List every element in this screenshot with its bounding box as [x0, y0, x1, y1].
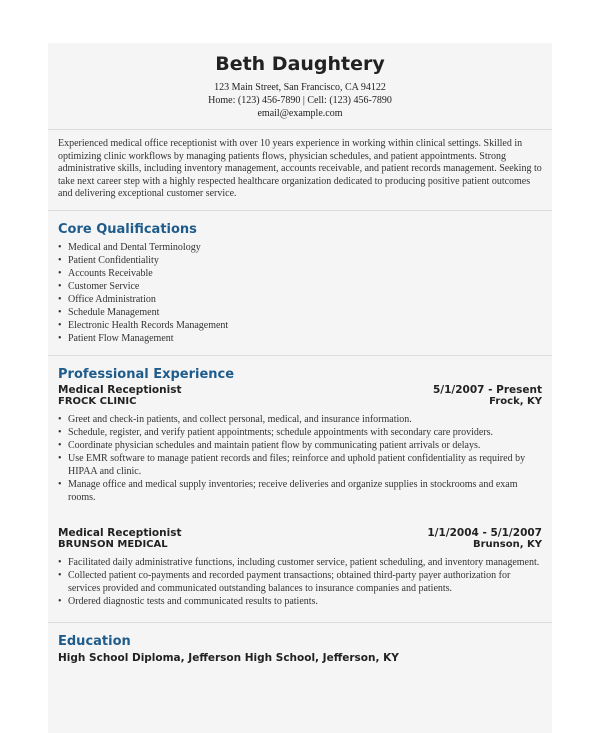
- experience-section: [58, 356, 542, 622]
- list-item: • Ordered diagnostic tests and communicated results to patients.: [58, 595, 542, 608]
- education-entry: High School Diploma, Jefferson High School, Jefferson, KY: [58, 651, 399, 664]
- list-item: • Collected patient co-payments and recorded payment transactions; obtained third-party payer authorization for services provided and communicated outstanding balances to insurance companies and patients.: [58, 569, 542, 595]
- job-location: Frock, KY: [489, 395, 542, 407]
- job-employer: BRUNSON MEDICAL: [58, 538, 168, 550]
- list-item: • Coordinate physician schedules and maintain patient flow by communicating patient arrivals or delays.: [58, 439, 542, 452]
- contact-address: 123 Main Street, San Francisco, CA 94122: [214, 82, 386, 93]
- list-item: • Office Administration: [58, 293, 542, 306]
- education-section: [58, 623, 542, 664]
- qualifications-section: [58, 211, 542, 355]
- list-item: • Facilitated daily administrative functions, including customer service, patient scheduling, and inventory management.: [58, 556, 542, 569]
- list-item: • Patient Flow Management: [58, 332, 542, 345]
- contact-email: email@example.com: [257, 108, 343, 119]
- section-heading-education: Education: [58, 633, 131, 649]
- job-entry: [58, 384, 542, 504]
- job-title: Medical Receptionist: [58, 383, 182, 396]
- job-location: Brunson, KY: [472, 538, 542, 550]
- qualifications-list: [58, 241, 542, 345]
- job-dates: 1/1/2004 - 5/1/2007: [427, 526, 542, 539]
- divider: [48, 129, 552, 130]
- list-item: • Use EMR software to manage patient records and files; reinforce and uphold patient confidentiality as required by HIPAA and clinic.: [58, 452, 542, 478]
- summary-paragraph: Experienced medical office receptionist with over 10 years experience in working within clinical settings. Skilled in optimizing clinic workflows by managing patients flows, physician schedules, and patient appointments. Strong administrative skills, including inventory management, accounts receivable, and patient records management. Seeking to take next career step with a highly respected healthcare organization dedicated to producing positive patient outcomes and delivering exceptional customer service.: [58, 138, 542, 200]
- list-item: • Customer Service: [58, 280, 542, 293]
- candidate-name: Beth Daughtery: [215, 53, 385, 75]
- list-item: • Patient Confidentiality: [58, 254, 542, 267]
- job-title: Medical Receptionist: [58, 526, 182, 539]
- job-dates: 5/1/2007 - Present: [432, 383, 542, 396]
- job-entry: [58, 527, 542, 608]
- contact-phone: Home: (123) 456-7890 | Cell: (123) 456-7890: [208, 95, 392, 106]
- resume-page: [48, 43, 552, 733]
- list-item: • Manage office and medical supply inventories; receive deliveries and organize supplies in stockrooms and exam rooms.: [58, 478, 542, 504]
- list-item: • Medical and Dental Terminology: [58, 241, 542, 254]
- resume-content: [58, 43, 542, 664]
- job-duties-list: [58, 413, 542, 504]
- section-heading-experience: Professional Experience: [58, 366, 235, 382]
- section-heading-qualifications: Core Qualifications: [58, 221, 197, 237]
- list-item: • Electronic Health Records Management: [58, 319, 542, 332]
- list-item: • Schedule Management: [58, 306, 542, 319]
- job-duties-list: [58, 556, 542, 608]
- list-item: • Greet and check-in patients, and collect personal, medical, and insurance information.: [58, 413, 542, 426]
- list-item: • Schedule, register, and verify patient appointments; schedule appointments with secondary care providers.: [58, 426, 542, 439]
- job-employer: FROCK CLINIC: [58, 395, 137, 407]
- list-item: • Accounts Receivable: [58, 267, 542, 280]
